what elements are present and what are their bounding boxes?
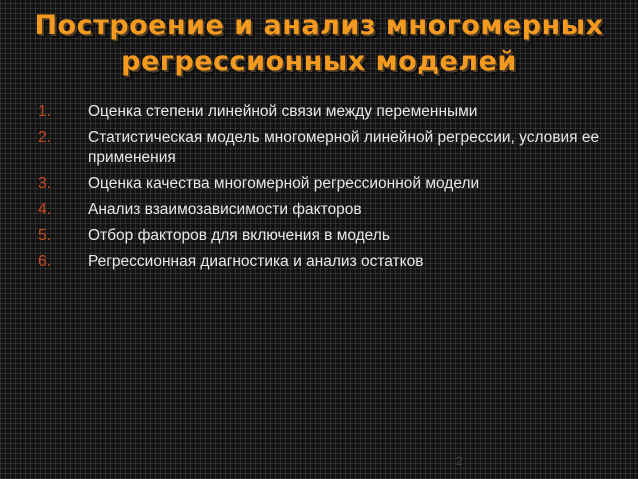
list-item-text: Статистическая модель многомерной линейной регрессии, условия ее применения: [88, 129, 600, 166]
list-item: [38, 252, 618, 272]
list-item: [38, 174, 618, 194]
list-item-number: 3.: [38, 175, 51, 192]
slide-title: [0, 8, 638, 80]
list-item-number: 6.: [38, 253, 51, 270]
list-item-number: 5.: [38, 227, 51, 244]
list-item-number: 1.: [38, 103, 51, 120]
list-item: [38, 200, 618, 220]
list-item-text: Отбор факторов для включения в модель: [88, 227, 390, 244]
list-item: [38, 128, 618, 168]
page-number: 2: [456, 454, 463, 468]
list-item: [38, 102, 618, 122]
list-item-text: Анализ взаимозависимости факторов: [88, 201, 362, 218]
slide-title-line-2: регрессионных моделей: [121, 46, 517, 77]
list-item: [38, 226, 618, 246]
list-item-number: 2.: [38, 129, 51, 146]
list-item-text: Оценка качества многомерной регрессионной модели: [88, 175, 480, 192]
list-item-text: Регрессионная диагностика и анализ остатков: [88, 253, 424, 270]
list-item-number: 4.: [38, 201, 51, 218]
topic-list: [38, 102, 618, 278]
list-item-text: Оценка степени линейной связи между переменными: [88, 103, 478, 120]
slide-title-line-1: Построение и анализ многомерных: [34, 10, 604, 41]
